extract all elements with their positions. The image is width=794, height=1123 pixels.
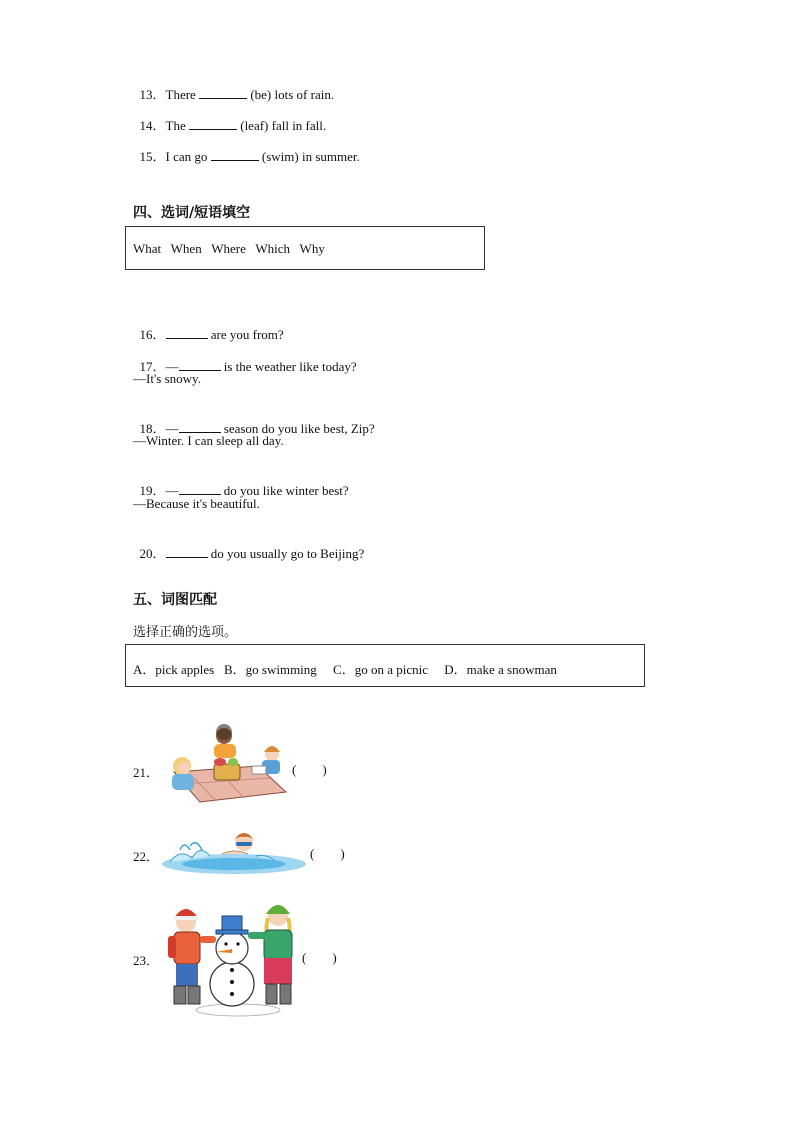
snowman-image — [160, 892, 302, 1018]
instruction: 选择正确的选项。 — [133, 625, 238, 640]
answer-blank[interactable] — [179, 359, 221, 371]
answer-17-dialogue: —It's snowy. — [133, 371, 201, 386]
answer-paren-22[interactable]: ( ) — [310, 846, 345, 861]
answer-blank[interactable] — [179, 421, 221, 433]
question-14: 14．The (leaf) fall in fall. — [139, 118, 327, 133]
answer-paren-21[interactable]: ( ) — [292, 762, 327, 777]
question-number: 14． — [139, 118, 166, 133]
answer-paren-23[interactable]: ( ) — [302, 950, 337, 965]
question-23-number: 23． — [133, 953, 160, 968]
section-heading-4: 四、选词/短语填空 — [133, 205, 251, 221]
word-bank-box — [125, 226, 485, 270]
question-number: 15． — [139, 149, 166, 164]
question-19: 19．— do you like winter best? — [139, 483, 349, 498]
options-list: A．pick apples B．go swimming C．go on a picnic D．make a snowman — [133, 662, 557, 677]
question-13: 13．There (be) lots of rain. — [139, 87, 335, 102]
answer-blank[interactable] — [166, 546, 208, 558]
question-22-number: 22． — [133, 849, 160, 864]
picnic-image — [160, 722, 288, 804]
answer-19-dialogue: —Because it's beautiful. — [133, 496, 260, 511]
question-number: 17． — [139, 359, 166, 374]
answer-blank[interactable] — [199, 87, 247, 99]
answer-blank[interactable] — [189, 118, 237, 130]
answer-blank[interactable] — [179, 483, 221, 495]
options-box — [125, 644, 645, 687]
swimming-image — [160, 826, 308, 878]
answer-18-dialogue: —Winter. I can sleep all day. — [133, 433, 284, 448]
question-number: 20． — [139, 546, 166, 561]
question-20: 20． do you usually go to Beijing? — [139, 546, 365, 561]
question-number: 18． — [139, 421, 166, 436]
word-bank: What When Where Which Why — [133, 241, 325, 256]
question-number: 13． — [139, 87, 166, 102]
question-15: 15．I can go (swim) in summer. — [139, 149, 360, 164]
question-number: 16． — [139, 327, 166, 342]
question-17: 17．— is the weather like today? — [139, 359, 357, 374]
section-heading-5: 五、词图匹配 — [133, 592, 217, 608]
answer-blank[interactable] — [166, 327, 208, 339]
question-21-number: 21． — [133, 765, 160, 780]
answer-blank[interactable] — [211, 149, 259, 161]
question-18: 18．— season do you like best, Zip? — [139, 421, 375, 436]
question-16: 16． are you from? — [139, 327, 284, 342]
question-number: 19． — [139, 483, 166, 498]
